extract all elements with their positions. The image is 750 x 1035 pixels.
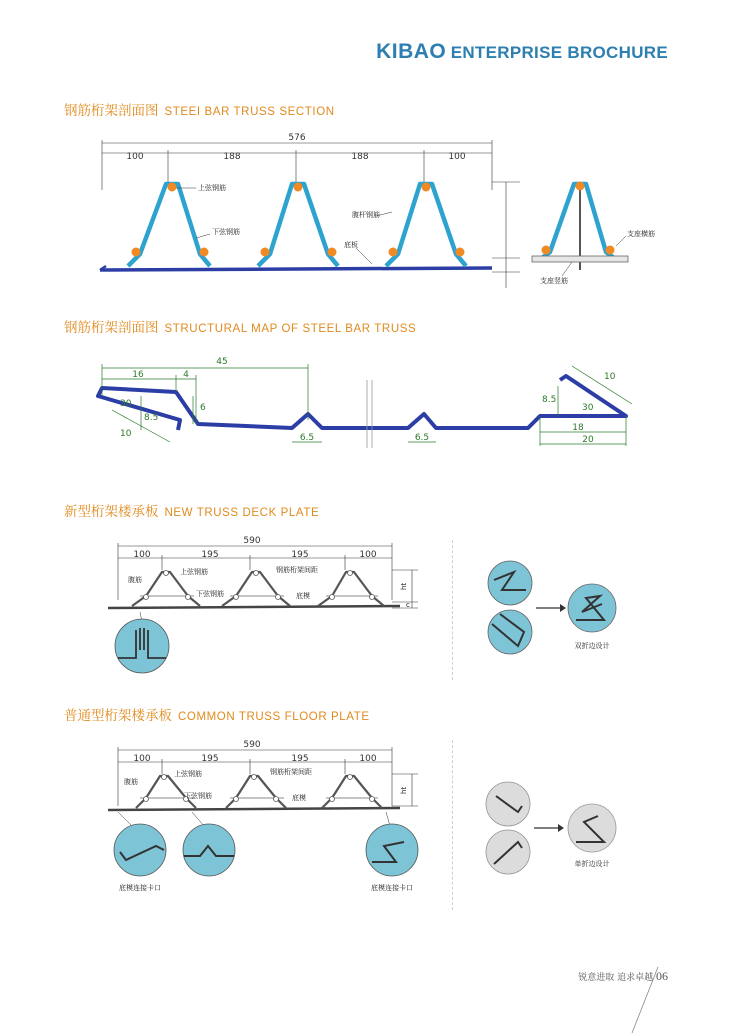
dim-6-5-b: 6.5 [414, 433, 430, 443]
dim-4: 100 [359, 754, 377, 764]
section-title-zh: 钢筋桁架剖面图 [64, 320, 159, 336]
joint-detail-middle [183, 824, 235, 876]
caption-double-fold: 双折边设计 [574, 642, 610, 650]
dim-1: 100 [126, 152, 144, 162]
dim-6-5-a: 6.5 [299, 433, 315, 443]
section-title-en: STEEI BAR TRUSS SECTION [164, 106, 335, 118]
label-base: 底模 [296, 592, 310, 600]
dim-18: 18 [572, 423, 584, 433]
dim-1: 100 [133, 754, 151, 764]
footer [578, 969, 668, 984]
label-web: 腹杆钢筋 [352, 211, 380, 219]
label-joint-right: 底模连接卡口 [371, 884, 413, 892]
joint-detail-right [366, 824, 418, 876]
base-mold [108, 808, 400, 810]
dim-3: 195 [291, 754, 309, 764]
label-top-chord: 上弦钢筋 [198, 184, 226, 192]
dim-3: 188 [351, 152, 369, 162]
label-c: c [406, 601, 410, 609]
dim-total: 590 [243, 536, 261, 546]
label-bottom-chord: 下弦钢筋 [184, 792, 212, 800]
brand-subtitle: ENTERPRISE BROCHURE [450, 43, 668, 62]
dim-6: 6 [200, 403, 206, 413]
dim-8-5-right: 8.5 [542, 395, 557, 405]
section-title-en: NEW TRUSS DECK PLATE [164, 507, 320, 519]
label-base: 底模 [292, 794, 306, 802]
section-title-zh: 新型桁架楼承板 [64, 504, 159, 520]
page-number: 06 [656, 969, 668, 983]
footer-slogan: 锐意进取 追求卓越 [578, 973, 654, 983]
label-spacing: 钢筋桁架间距 [276, 566, 318, 574]
label-support-vertical: 支座竖筋 [540, 277, 568, 285]
dim-total: 590 [243, 740, 261, 750]
dim-16: 16 [132, 370, 144, 380]
dim-20: 20 [582, 435, 594, 445]
dim-3: 195 [291, 550, 309, 560]
section-title-en: COMMON TRUSS FLOOR PLATE [178, 711, 370, 723]
dim-4: 4 [183, 370, 189, 380]
dim-8-5-left: 8.5 [144, 413, 159, 423]
joint-detail-left [114, 824, 166, 876]
label-spacing: 钢筋桁架间距 [270, 768, 312, 776]
label-ht: ht [400, 582, 408, 590]
label-web: 腹筋 [124, 778, 138, 786]
dim-total: 576 [288, 133, 306, 143]
label-web: 腹筋 [128, 576, 142, 584]
section-title-zh: 普通型桁架楼承板 [64, 708, 172, 724]
brand-name: KIBAO [376, 40, 447, 63]
dim-1: 100 [133, 550, 151, 560]
label-base: 底板 [344, 241, 358, 249]
dim-2: 188 [223, 152, 241, 162]
dim-10-right: 10 [604, 372, 616, 382]
dim-10-left: 10 [120, 429, 132, 439]
dim-30-left: 30 [120, 399, 132, 409]
label-support-cross: 支座横筋 [627, 230, 655, 238]
caption-single-fold: 单折边设计 [574, 860, 610, 868]
dim-30-right: 30 [582, 403, 594, 413]
dim-2: 195 [201, 754, 219, 764]
label-top-chord: 上弦钢筋 [180, 568, 208, 576]
dim-45: 45 [216, 357, 228, 367]
label-top-chord: 上弦钢筋 [174, 770, 202, 778]
truss-group [136, 776, 382, 808]
label-ht: ht [400, 786, 408, 794]
section-title-zh: 钢筋桁架剖面图 [64, 103, 159, 119]
label-bottom-chord: 下弦钢筋 [196, 590, 224, 598]
label-bottom-chord: 下弦钢筋 [212, 228, 240, 236]
section-title-en: STRUCTURAL MAP OF STEEL BAR TRUSS [164, 323, 417, 335]
dim-4: 100 [448, 152, 466, 162]
label-joint-left: 底模连接卡口 [119, 884, 161, 892]
dim-2: 195 [201, 550, 219, 560]
dim-4: 100 [359, 550, 377, 560]
